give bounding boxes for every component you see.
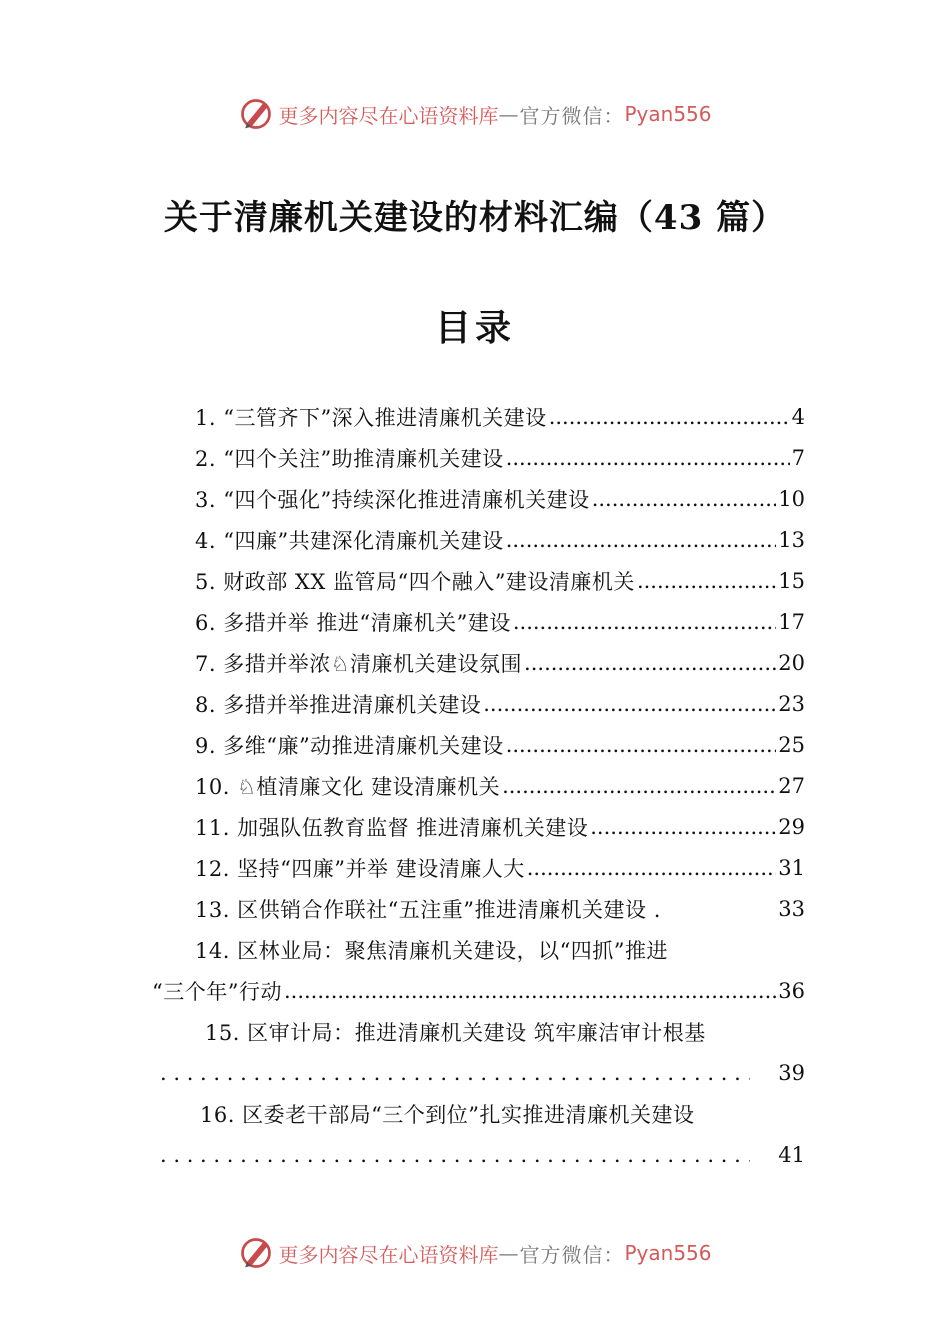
toc-entry-11[interactable] [195,810,805,844]
toc-entry-title: 16. 区委老干部局“三个到位”扎实推进清廉机关建设 [200,1103,695,1127]
toc-entry-5[interactable] [195,564,805,598]
toc-leader [160,1061,750,1085]
toc-leader [506,528,777,552]
toc-entry-16-line2[interactable] [158,1138,805,1172]
toc-entry-7[interactable] [195,646,805,680]
toc-entry-title: 15. 区审计局：推进清廉机关建设 筑牢廉洁审计根基 [205,1021,706,1045]
toc-leader [637,569,776,593]
toc-leader [506,733,777,757]
toc-leader [590,815,776,839]
toc-entry-15-line2[interactable] [158,1056,805,1090]
toc-leader [160,1143,750,1167]
pen-logo-icon [238,1235,274,1271]
banner-wechat-label: 官方微信： [519,103,625,128]
toc-entry-title: 7. 多措并举浓♘清廉机关建设氛围 [195,652,523,676]
toc-entry-title: 8. 多措并举推进清廉机关建设 [195,693,482,717]
toc-entry-title: 12. 坚持“四廉”并举 建设清廉人大 [195,857,525,881]
footer-banner [0,1233,950,1273]
toc-entry-title-cont: “三个年”行动 [152,980,282,1004]
toc-entry-page: 17 [778,610,805,634]
toc-entry-page: 41 [778,1143,805,1167]
toc-leader [284,979,776,1003]
banner-dash: — [498,102,520,126]
toc-entry-6[interactable] [195,605,805,639]
banner-text: 更多内容尽在心语资料库 [278,1242,499,1267]
toc-entry-title: 5. 财政部 XX 监管局“四个融入”建设清廉机关 [195,570,635,594]
banner-text: 更多内容尽在心语资料库 [278,103,499,128]
toc-entry-title: 2. “四个关注”助推清廉机关建设 [195,447,504,471]
toc-entry-page: 7 [791,446,805,470]
document-title: 关于清廉机关建设的材料汇编（43 篇） [163,198,787,238]
toc-entry-10[interactable] [195,769,805,803]
toc-entry-13[interactable] [195,892,805,926]
toc-entry-title: 11. 加强队伍教育监督 推进清廉机关建设 [195,816,589,840]
toc-entry-16-line1[interactable] [200,1097,695,1131]
toc-leader [592,487,777,511]
toc-heading: 目录 [434,307,515,349]
toc-entry-title: 4. “四廉”共建深化清廉机关建设 [195,529,504,553]
toc-leader [524,651,776,675]
pen-logo-icon [238,96,274,132]
toc-entry-page: 33 [778,897,805,921]
toc-leader [506,446,790,470]
toc-entry-page: 15 [778,569,805,593]
toc-leader [549,405,790,429]
toc-entry-page: 36 [778,979,805,1003]
toc-leader [513,610,776,634]
toc-entry-page: 29 [778,815,805,839]
toc-entry-page: 10 [778,487,805,511]
toc-entry-page: 31 [778,856,805,880]
toc-entry-title: 13. 区供销合作联社“五注重”推进清廉机关建设 . [195,898,661,922]
toc-entry-title: 9. 多维“廉”动推进清廉机关建设 [195,734,504,758]
toc-entry-page: 39 [778,1061,805,1085]
toc-entry-page: 20 [778,651,805,675]
toc-entry-page: 4 [791,405,805,429]
header-banner [0,94,950,134]
toc-entry-1[interactable] [195,400,805,434]
toc-entry-14-line2[interactable] [152,974,805,1008]
toc-entry-page: 23 [778,692,805,716]
banner-wechat-id: Pyan556 [624,102,712,126]
toc-entry-title: 14. 区林业局：聚焦清廉机关建设，以“四抓”推进 [195,939,669,963]
toc-entry-15-line1[interactable] [205,1015,706,1049]
toc-entry-title: 3. “四个强化”持续深化推进清廉机关建设 [195,488,590,512]
banner-dash: — [498,1241,520,1265]
toc-entry-12[interactable] [195,851,805,885]
toc-entry-3[interactable] [195,482,805,516]
toc-entry-14-line1[interactable] [195,933,668,967]
toc-entry-9[interactable] [195,728,805,762]
toc-leader [527,856,777,880]
toc-entry-page: 27 [778,774,805,798]
toc-entry-4[interactable] [195,523,805,557]
toc-entry-title: 1. “三管齐下”深入推进清廉机关建设 [195,406,547,430]
toc-entry-page: 13 [778,528,805,552]
toc-leader [502,774,776,798]
toc-entry-title: 6. 多措并举 推进“清廉机关”建设 [195,611,511,635]
toc-entry-2[interactable] [195,441,805,475]
toc-entry-title: 10. ♘植清廉文化 建设清廉机关 [195,775,501,799]
toc-entry-page: 25 [778,733,805,757]
banner-wechat-id: Pyan556 [624,1241,712,1265]
banner-wechat-label: 官方微信： [519,1242,625,1267]
toc-entry-8[interactable] [195,687,805,721]
toc-leader [483,692,776,716]
